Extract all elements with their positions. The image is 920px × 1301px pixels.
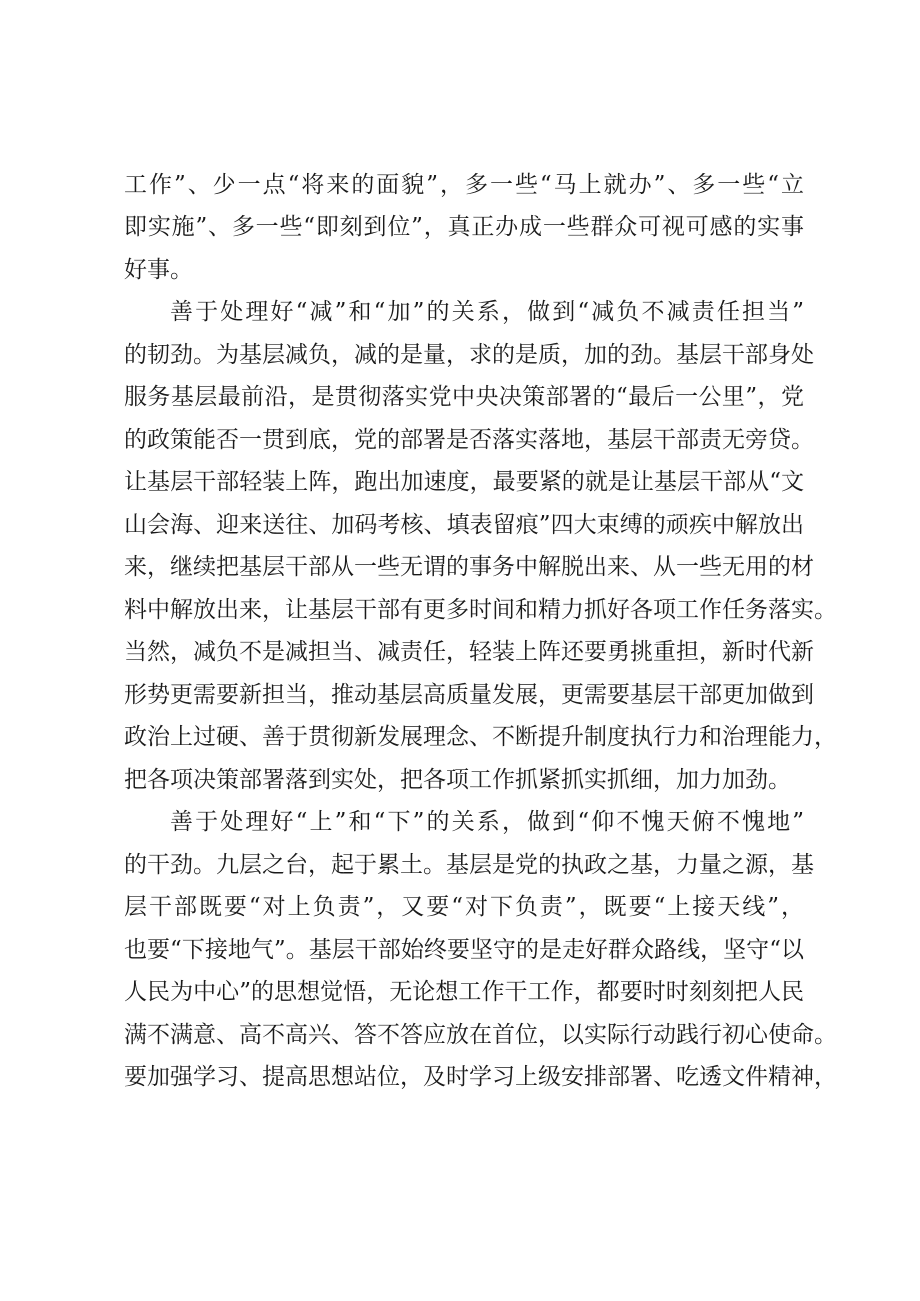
body-text-line: 的韧劲。为基层减负，减的是量，求的是质，加的劲。基层干部身处 — [124, 342, 814, 368]
body-text-line: 的干劲。九层之台，起于累土。基层是党的执政之基，力量之源，基 — [124, 852, 814, 878]
body-text-line: 满不满意、高不高兴、答不答应放在首位，以实际行动践行初心使命。 — [124, 1022, 837, 1048]
body-text-line: 也要“下接地气”。基层干部始终要坚守的是走好群众路线，坚守“以 — [124, 937, 804, 963]
body-text-line: 把各项决策部署落到实处，把各项工作抓紧抓实抓细，加力加劲。 — [124, 767, 791, 793]
body-text-line: 好事。 — [124, 257, 193, 283]
body-text-line: 政治上过硬、善于贯彻新发展理念、不断提升制度执行力和治理能力， — [124, 724, 837, 750]
body-text-line: 料中解放出来，让基层干部有更多时间和精力抓好各项工作任务落实。 — [124, 597, 837, 623]
body-text-line: 让基层干部轻装上阵，跑出加速度，最要紧的就是让基层干部从“文 — [124, 469, 804, 495]
body-text-line: 形势更需要新担当，推动基层高质量发展，更需要基层干部更加做到 — [124, 682, 814, 708]
body-text-line: 即实施”、多一些“即刻到位”，真正办成一些群众可视可感的实事 — [124, 214, 804, 240]
paragraph-first-line: 善于处理好“减”和“加”的关系，做到“减负不减责任担当” — [170, 299, 804, 325]
body-text-line: 服务基层最前沿，是贯彻落实党中央决策部署的“最后一公里”，党 — [124, 384, 804, 410]
body-text-line: 工作”、少一点“将来的面貌”，多一些“马上就办”、多一些“立 — [124, 172, 804, 198]
body-text-line: 人民为中心”的思想觉悟，无论想工作干工作，都要时时刻刻把人民 — [124, 979, 804, 1005]
body-text-line: 的政策能否一贯到底，党的部署是否落实落地，基层干部责无旁贷。 — [124, 427, 814, 453]
body-text-line: 层干部既要“对上负责”，又要“对下负责”，既要“上接天线”， — [124, 894, 804, 920]
body-text-line: 山会海、迎来送往、加码考核、填表留痕”四大束缚的顽疾中解放出 — [124, 512, 804, 538]
body-text-line: 要加强学习、提高思想站位，及时学习上级安排部署、吃透文件精神， — [124, 1064, 837, 1090]
paragraph-first-line: 善于处理好“上”和“下”的关系，做到“仰不愧天俯不愧地” — [170, 809, 804, 835]
body-text-line: 来，继续把基层干部从一些无谓的事务中解脱出来、从一些无用的材 — [124, 554, 814, 580]
body-text-line: 当然，减负不是减担当、减责任，轻装上阵还要勇挑重担，新时代新 — [124, 639, 814, 665]
